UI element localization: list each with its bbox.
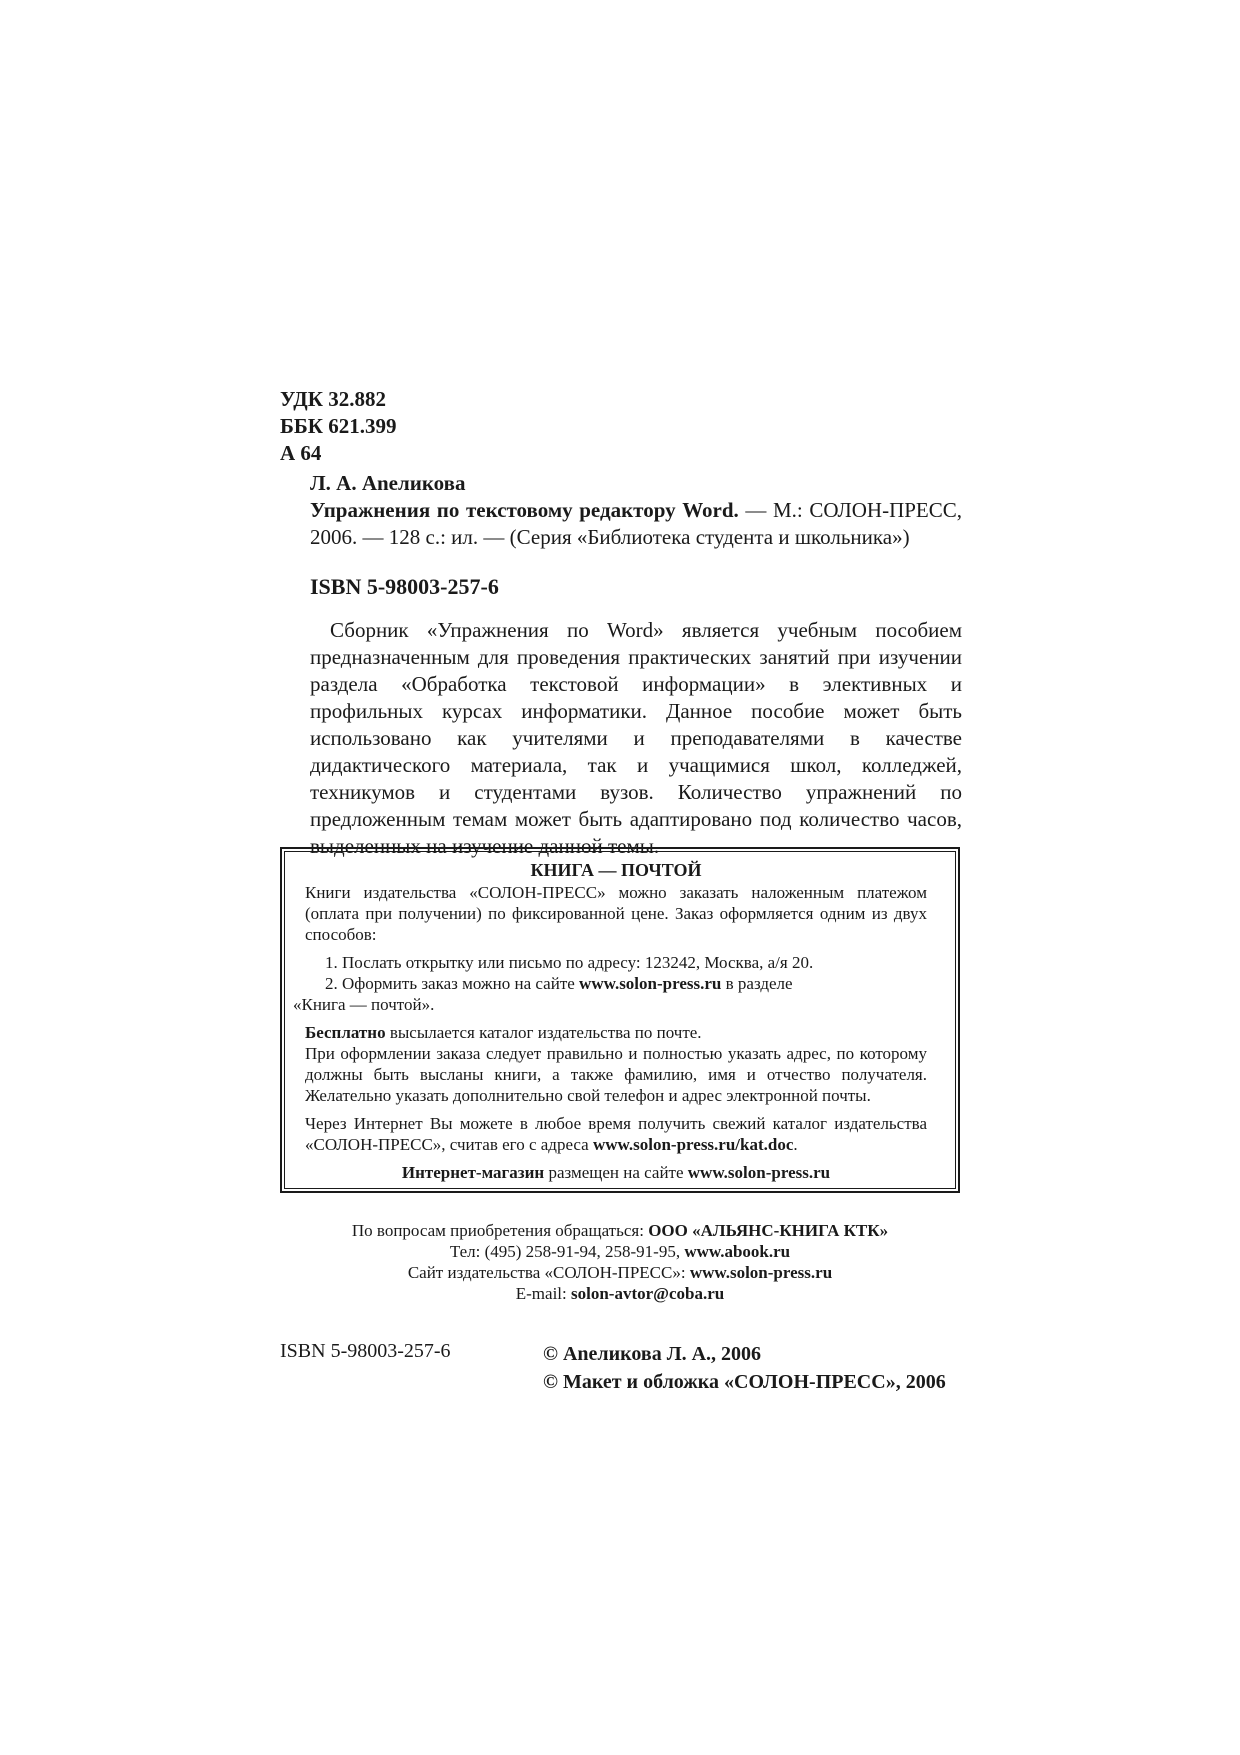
order-method-2 (305, 973, 927, 994)
contact-line-publisher-site (280, 1262, 960, 1283)
internet-catalog-note (305, 1113, 927, 1155)
order-method-2-prefix: 2. Оформить заказ можно на сайте (325, 974, 580, 993)
bbk-code: ББК 621.399 (280, 414, 397, 438)
online-shop-label: Интернет-магазин (401, 1163, 545, 1182)
publisher-site-link[interactable]: www.solon-press.ru (689, 1263, 833, 1282)
email-link[interactable]: solon-avtor@coba.ru (571, 1284, 725, 1303)
bibliographic-record (310, 470, 962, 551)
online-shop-text: размещен на сайте (544, 1163, 688, 1182)
online-shop-note (305, 1162, 927, 1183)
order-site-link[interactable]: www.solon-press.ru (579, 974, 722, 993)
classification-codes (280, 386, 397, 467)
internet-catalog-text: Через Интернет Вы можете в любое время получить свежий каталог издательства «СОЛОН-ПРЕСС», считав его с адреса (305, 1114, 927, 1154)
catalog-url-link[interactable]: www.solon-press.ru/kat.doc (592, 1135, 794, 1154)
distributor-prefix: По вопросам приобретения обращаться: (351, 1221, 649, 1240)
author-name: Л. А. Аneликова (310, 471, 466, 495)
distributor-name: ООО «АЛЬЯНС-КНИГА КТК» (648, 1221, 889, 1240)
copyright-notices (543, 1340, 946, 1396)
bibliographic-entry (310, 497, 962, 551)
publication-details: — М.: СОЛОН-ПРЕСС, 2006. — 128 с.: ил. — (Серия «Библиотека студента и школьника») (310, 498, 963, 549)
publisher-site-prefix: Сайт издательства «СОЛОН-ПРЕСС»: (407, 1263, 690, 1282)
free-catalog-note (305, 1022, 927, 1043)
email-prefix: E-mail: (515, 1284, 571, 1303)
free-catalog-text: высылается каталог издательства по почте. (385, 1023, 702, 1042)
mail-order-box (280, 847, 960, 1193)
order-method-2-continuation: «Книга — почтой». (293, 995, 435, 1014)
order-method-2-suffix: в разделе (721, 974, 793, 993)
mail-order-intro: Книги издательства «СОЛОН-ПРЕСС» можно заказать наложенным платежом (оплата при получении) по фиксированной цене. Заказ оформляется одним из двух способов: (305, 883, 927, 944)
book-abstract: Сборник «Упражнения по Word» является учебным пособием предназначенным для проведения практических занятий при изучении раздела «Обработка текстовой информации» в элективных и профильных курсах информатики. Данное пособие может быть использовано как учителями и преподавателями в качестве дидактического материала, так и учащимися школ, колледжей, техникумов и студентами вузов. Количество упражнений по предложенным темам может быть адаптировано под количество часов, выделенных на изучение данной темы. (310, 618, 962, 858)
contact-line-distributor (280, 1220, 960, 1241)
free-label: Бесплатно (305, 1023, 386, 1042)
book-title: Упражнения по текстовому редактору Word. (310, 498, 739, 522)
purchase-contacts (280, 1220, 960, 1304)
udk-code: УДК 32.882 (280, 387, 386, 411)
copyright-layout: © Макет и обложка «СОЛОН-ПРЕСС», 2006 (543, 1371, 946, 1393)
abook-site-link[interactable]: www.abook.ru (684, 1242, 791, 1261)
copyright-author: © Аneликова Л. А., 2006 (543, 1343, 762, 1365)
contact-line-email (280, 1283, 960, 1304)
internet-catalog-end: . (793, 1135, 798, 1154)
isbn-bottom: ISBN 5-98003-257-6 (280, 1340, 451, 1362)
order-instructions: При оформлении заказа следует правильно и полностью указать адрес, по которому должны быть высланы книги, а также фамилию, имя и отчество получателя. Желательно указать дополнительно свой телефон и адрес электронной почты. (305, 1044, 927, 1105)
order-method-1: 1. Послать открытку или письмо по адресу: 123242, Москва, а/я 20. (325, 953, 814, 972)
contact-line-phone (280, 1241, 960, 1262)
author-mark: А 64 (280, 441, 322, 465)
online-shop-link[interactable]: www.solon-press.ru (687, 1163, 831, 1182)
mail-order-inner (284, 851, 956, 1189)
phone-text: Тел: (495) 258-91-94, 258-91-95, (449, 1242, 685, 1261)
mail-order-heading: КНИГА — ПОЧТОЙ (530, 860, 702, 880)
isbn-top: ISBN 5-98003-257-6 (310, 574, 499, 599)
